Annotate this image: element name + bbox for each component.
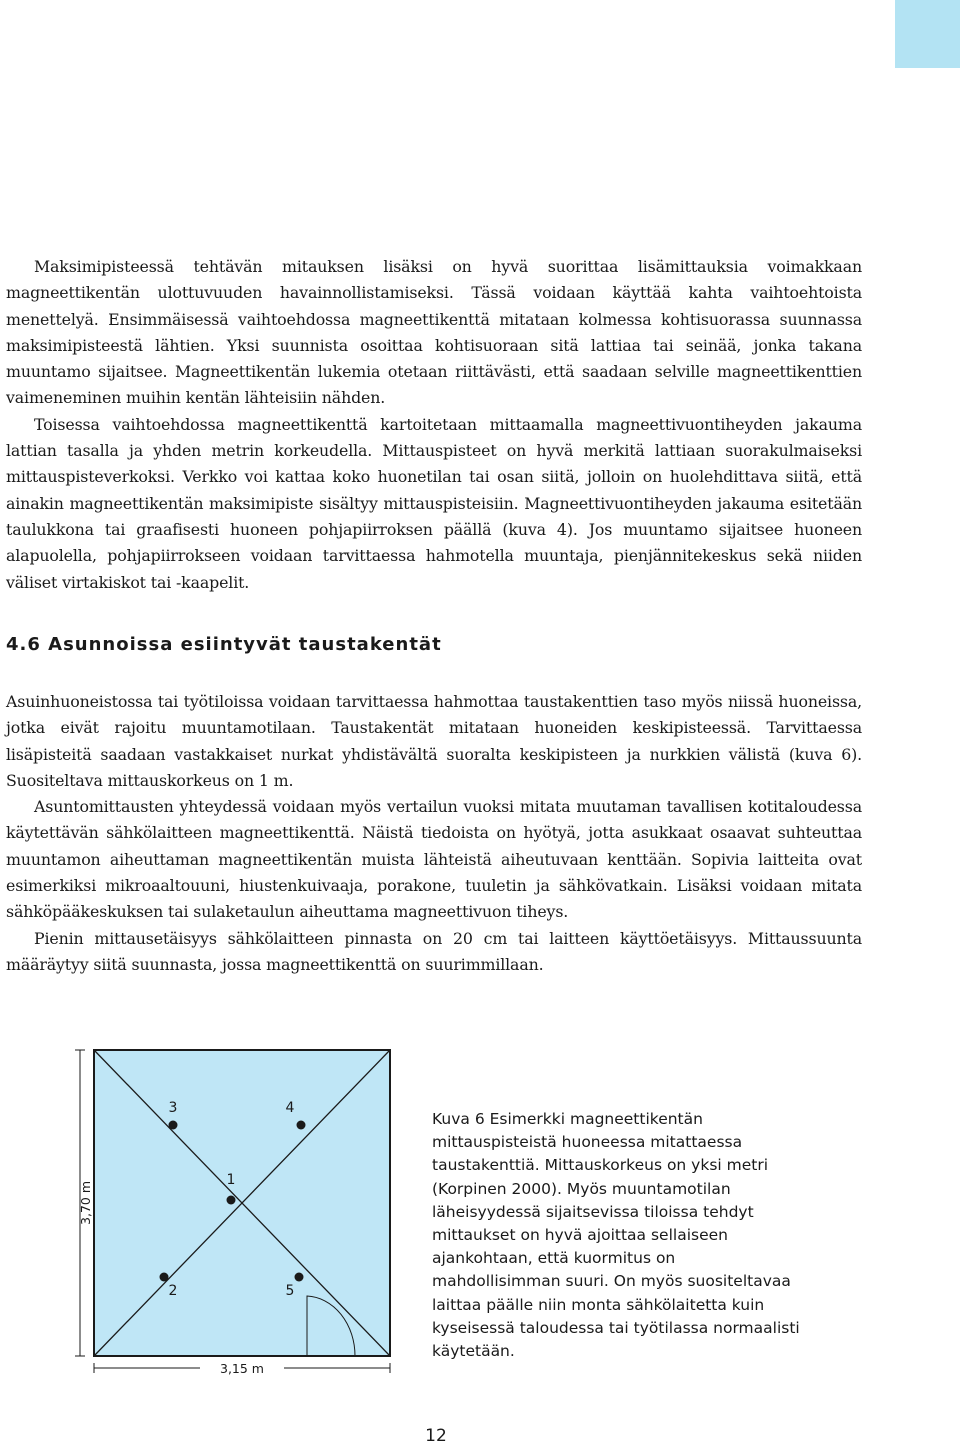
point-label-2: 2 — [168, 1283, 178, 1299]
paragraph: Toisessa vaihtoehdossa magneettikenttä kartoitetaan mittaamalla magneettivuontiheyden jakauma lattian tasalla ja yhden metrin korkeudella. Mittauspisteet on hyvä merkitä lattiaan suorakulmaiseksi mittauspisteverkoksi. Verkko voi kattaa koko huonetilan tai osan siitä, jolloin on huolehdittava siitä, että ainakin magneettikentän maksimipiste sisältyy mittauspisteisiin. Magneettivuontiheyden jakauma esitetään taulukkona tai graafisesti huoneen pohjapiirroksen päällä (kuva 4). Jos muuntamo sijaitsee huoneen alapuolella, pohjapiirrokseen voidaan tarvittaessa hahmotella muuntaja, pienjännitekeskus sekä niiden väliset virtakiskot tai -kaapelit. — [6, 414, 862, 592]
caption-line: mahdollisimman suuri. On myös suositeltavaa — [432, 1272, 791, 1291]
point-label-4: 4 — [285, 1100, 295, 1116]
point-label-1: 1 — [226, 1172, 236, 1188]
caption-line: kyseisessä taloudessa tai työtilassa normaalisti — [432, 1318, 800, 1337]
measurement-point-4 — [297, 1121, 306, 1130]
section-heading: 4.6 Asunnoissa esiintyvät taustakentät — [6, 634, 442, 655]
caption-line: mittauspisteistä huoneessa mitattaessa — [432, 1133, 743, 1152]
caption-line: laittaa päälle niin monta sähkölaitetta kuin — [432, 1295, 765, 1314]
caption-line: Kuva 6 Esimerkki magneettikentän — [432, 1110, 703, 1128]
height-label: 3,70 m — [78, 1181, 93, 1225]
caption-line: käytetään. — [432, 1342, 515, 1361]
caption-line: ajankohtaan, että kuormitus on — [432, 1249, 676, 1268]
point-label-3: 3 — [168, 1100, 178, 1116]
corner-tab — [895, 0, 960, 68]
body-section-2 — [6, 689, 862, 978]
room-diagram — [70, 1040, 410, 1385]
measurement-point-2 — [160, 1273, 169, 1282]
body-section-1 — [6, 254, 862, 596]
paragraph: Pienin mittausetäisyys sähkölaitteen pinnasta on 20 cm tai laitteen käyttöetäisyys. Mittaussuunta määräytyy siitä suunnasta, jossa magneettikenttä on suurimmillaan. — [6, 928, 862, 974]
caption-line: mittaukset on hyvä ajoittaa sellaiseen — [432, 1226, 728, 1245]
figure-caption — [432, 1108, 852, 1363]
point-label-5: 5 — [285, 1283, 295, 1299]
width-label: 3,15 m — [220, 1361, 264, 1376]
paragraph: Asuntomittausten yhteydessä voidaan myös vertailun vuoksi mitata muutaman tavallisen kotitaloudessa käytettävän sähkölaitteen magneettikenttä. Näistä tiedoista on hyötyä, jotta asukkaat osaavat suhteuttaa muuntamon aiheuttaman magneettikentän muista lähteistä aiheutuvaan kenttään. Sopivia laitteita ovat esimerkiksi mikroaaltouuni, hiustenkuivaaja, porakone, tuuletin ja sähkövatkain. Lisäksi voidaan mitata sähköpääkeskuksen tai sulaketaulun aiheuttama magneettivuon tiheys. — [6, 797, 862, 922]
measurement-point-3 — [169, 1121, 178, 1130]
measurement-point-5 — [295, 1273, 304, 1282]
caption-line: läheisyydessä sijaitsevissa tiloissa tehdyt — [432, 1202, 754, 1221]
caption-line: (Korpinen 2000). Myös muuntamotilan — [432, 1179, 731, 1198]
page-number: 12 — [425, 1426, 447, 1446]
paragraph: Maksimipisteessä tehtävän mitauksen lisäksi on hyvä suorittaa lisämittauksia voimakkaan magneettikentän ulottuvuuden havainnollistamiseksi. Tässä voidaan käyttää kahta vaihtoehtoista menettelyä. Ensimmäisessä vaihtoehdossa magneettikenttä mitataan kolmessa kohtisuorassa suunnassa maksimipisteestä lähtien. Yksi suunnista osoittaa kohtisuoraan sitä lattiaa tai seinää, jonka takana muuntamo sijaitsee. Magneettikentän lukemia otetaan riittävästi, että saadaan selville magneettikenttien vaimeneminen muihin kentän lähteisiin nähden. — [6, 257, 862, 408]
measurement-point-1 — [227, 1196, 236, 1205]
caption-line: taustakenttiä. Mittauskorkeus on yksi metri — [432, 1156, 769, 1175]
paragraph: Asuinhuoneistossa tai työtiloissa voidaan tarvittaessa hahmottaa taustakenttien taso myös niissä huoneissa, jotka eivät rajoitu muuntamotilaan. Taustakentät mitataan huoneiden keskipisteessä. Tarvittaessa lisäpisteitä saadaan vastakkaiset nurkat yhdistävältä suoralta keskipisteen ja nurkkien välistä (kuva 6). Suositeltava mittauskorkeus on 1 m. — [6, 692, 862, 790]
